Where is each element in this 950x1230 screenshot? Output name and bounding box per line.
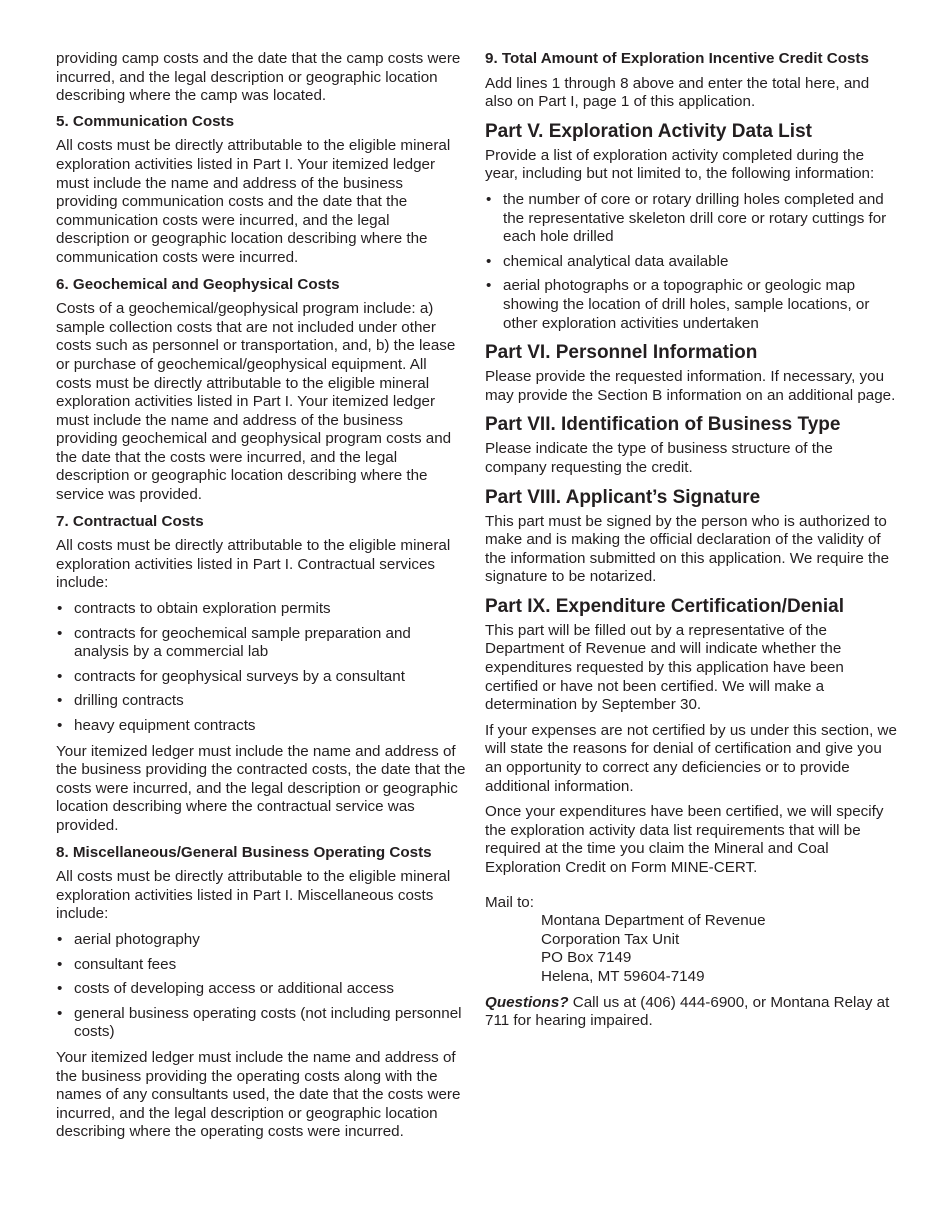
part-ix-certification (485, 595, 897, 878)
bullet-list (485, 191, 897, 333)
list-item: • chemical analytical data available (485, 253, 897, 272)
mail-to-label: Mail to: (485, 893, 534, 911)
section-heading: 9. Total Amount of Exploration Incentive Credit Costs (485, 50, 869, 67)
intro-paragraph: providing camp costs and the date that the camp costs were incurred, and the legal description or geographic location describing where the camp was located. (56, 50, 461, 105)
section-after-text: Your itemized ledger must include the name and address of the business providing the operating costs along with the names of any consultants used, the date that the costs were incurred, and the legal description or geographic location describing where the operating costs were incurred. (56, 1048, 461, 1141)
part-body: Once your expenditures have been certified, we will specify the exploration activity data list requirements that will be required at the time you claim the Mineral and Coal Exploration Credit on Form MINE-CERT. (485, 803, 884, 876)
part-heading: Part VI. Personnel Information (485, 342, 758, 364)
section-geochemical-costs (56, 276, 466, 505)
list-item: • aerial photographs or a topographic or geologic map showing the location of drill holes, sample locations, or other exploration activities undertaken (485, 277, 897, 333)
list-item: • aerial photography (56, 931, 466, 950)
part-body: Provide a list of exploration activity completed during the year, including but not limited to, the following information: (485, 146, 875, 183)
address-line: Corporation Tax Unit (541, 930, 680, 948)
questions-label: Questions? (485, 993, 569, 1011)
section-heading: 7. Contractual Costs (56, 512, 204, 530)
part-heading: Part IX. Expenditure Certification/Denial (485, 595, 844, 617)
section-body: Costs of a geochemical/geophysical program include: a) sample collection costs that are not included under other costs such as personnel or transportation, and, b) the lease or purchase of geochemical/geophysical equipment. All costs must be directly attributable to the eligible mineral exploration activities listed in Part I. Your itemized ledger must include the name and address of the business providing geochemical and geophysical program costs and the date that the costs were incurred, and the legal description or geographic location describing where the service was provided. (56, 300, 456, 504)
section-communication-costs (56, 113, 466, 268)
list-item: • contracts to obtain exploration permits (56, 600, 466, 619)
questions-text: Call us at (406) 444-6900, or Montana Relay at 711 for hearing impaired. (485, 993, 890, 1030)
section-heading: 6. Geochemical and Geophysical Costs (56, 275, 340, 293)
right-column (485, 50, 897, 1038)
section-heading: 8. Miscellaneous/General Business Operating Costs (56, 843, 432, 861)
list-item: • consultant fees (56, 956, 466, 975)
list-item: • drilling contracts (56, 692, 466, 711)
section-contractual-costs (56, 513, 466, 836)
left-column (56, 50, 466, 1150)
address-line: Montana Department of Revenue (541, 912, 766, 930)
part-vii-business-type (485, 413, 897, 477)
mailing-address (541, 912, 897, 986)
part-v-exploration-data (485, 120, 897, 333)
section-after-text: Your itemized ledger must include the name and address of the business providing the contracted costs, the date that the costs were incurred, and the legal description or geographic location describing where the contractual service was provided. (56, 742, 466, 834)
section-body: All costs must be directly attributable to the eligible mineral exploration activities listed in Part I. Miscellaneous costs include: (56, 868, 451, 923)
list-item: • contracts for geophysical surveys by a consultant (56, 668, 466, 687)
part-body: Please provide the requested information. If necessary, you may provide the Section B information on an additional page. (485, 368, 896, 404)
bullet-list (56, 931, 466, 1042)
section-body: Add lines 1 through 8 above and enter the total here, and also on Part I, page 1 of this application. (485, 74, 870, 111)
part-body: Please indicate the type of business structure of the company requesting the credit. (485, 440, 833, 476)
list-item: • general business operating costs (not including personnel costs) (56, 1005, 466, 1042)
part-heading: Part V. Exploration Activity Data List (485, 120, 812, 142)
list-item: • heavy equipment contracts (56, 717, 466, 736)
section-heading: 5. Communication Costs (56, 112, 235, 130)
questions-contact (485, 994, 897, 1031)
list-item: • the number of core or rotary drilling holes completed and the representative skeleton drill core or rotary cuttings for each hole drilled (485, 191, 897, 247)
address-line: Helena, MT 59604-7149 (541, 967, 705, 985)
section-body: All costs must be directly attributable to the eligible mineral exploration activities listed in Part I. Your itemized ledger must include the name and address of the business providing communication costs and the date that the communication costs were incurred, and the legal description or geographic location describing where the communication costs were incurred. (56, 137, 451, 266)
part-vi-personnel (485, 341, 897, 405)
part-heading: Part VII. Identification of Business Type (485, 414, 841, 436)
part-body: This part must be signed by the person who is authorized to make and is making the official declaration of the validity of the information submitted on this application. We require the signature to be notarized. (485, 512, 890, 586)
section-body: All costs must be directly attributable to the eligible mineral exploration activities listed in Part I. Contractual services include: (56, 537, 451, 592)
list-item: • costs of developing access or additional access (56, 980, 466, 999)
list-item: • contracts for geochemical sample preparation and analysis by a commercial lab (56, 625, 466, 662)
part-viii-signature (485, 486, 897, 587)
bullet-list (56, 600, 466, 736)
part-body: This part will be filled out by a representative of the Department of Revenue and will indicate whether the expenditures requested by this application have been certified or have not been certified. We will make a determination by September 30. (485, 621, 844, 714)
section-misc-costs (56, 844, 466, 1142)
part-heading: Part VIII. Applicant’s Signature (485, 486, 761, 508)
part-body: If your expenses are not certified by us under this section, we will state the reasons for denial of certification and give you an opportunity to correct any deficiencies or to provide additional information. (485, 721, 897, 795)
section-total-amount (485, 50, 897, 112)
address-line: PO Box 7149 (541, 949, 632, 967)
